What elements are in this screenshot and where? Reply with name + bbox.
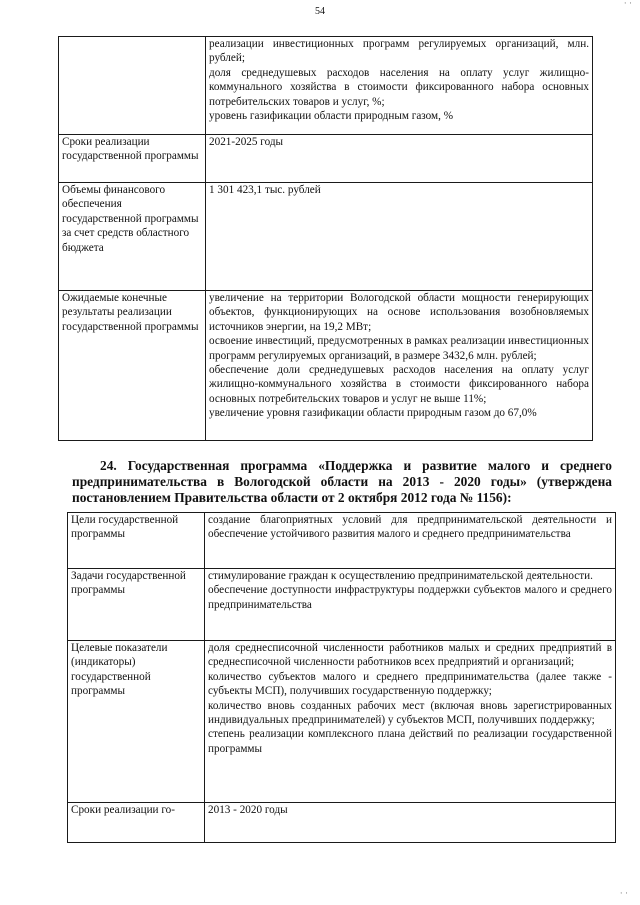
table-row xyxy=(68,569,616,641)
program-approval-note: (утверждена постановлением Правительства области от 2 октября 2012 года № 1156): xyxy=(72,474,612,506)
value-line: реализации инвестиционных программ регулируемых организаций, млн. рублей; xyxy=(209,38,589,65)
row-value xyxy=(205,513,616,569)
table-row xyxy=(59,135,593,183)
value-line: освоение инвестиций, предусмотренных в рамках реализации инвестиционных программ регулируемых организаций, в размере 3432,6 млн. рублей; xyxy=(209,335,589,362)
value-line: уровень газификации области природным газом, % xyxy=(209,110,454,123)
row-label: Задачи государственной программы xyxy=(68,569,205,641)
row-value xyxy=(206,135,593,183)
table-row xyxy=(68,803,616,843)
table-row xyxy=(59,291,593,441)
section-heading xyxy=(72,458,612,507)
scan-corner-mark: · · xyxy=(623,0,632,8)
row-value xyxy=(205,569,616,641)
value-line: 1 301 423,1 тыс. рублей xyxy=(209,184,321,196)
value-line: обеспечение доступности инфраструктуры поддержки субъектов малого и среднего предпринимательства xyxy=(208,584,612,611)
row-label: Объемы финансового обеспечения государственной программы за счет средств областного бюджета xyxy=(59,183,206,291)
value-line: увеличение уровня газификации области природным газом до 67,0% xyxy=(209,407,537,420)
program-passport-table xyxy=(67,512,616,843)
table-row xyxy=(59,37,593,135)
value-line: увеличение на территории Вологодской области мощности генерирующих объектов, функционирующих на основе использования возобновляемых источников энергии, на 19,2 МВт; xyxy=(209,292,589,333)
row-label: Целевые показатели (индикаторы) государственной программы xyxy=(68,641,205,803)
table-row xyxy=(68,641,616,803)
page-number: 54 xyxy=(315,6,325,17)
value-line: создание благоприятных условий для предпринимательской деятельности и обеспечение устойчивого развития малого и среднего предпринимательства xyxy=(208,514,612,541)
table-row xyxy=(59,183,593,291)
row-label: Сроки реализации государственной программы xyxy=(59,135,206,183)
value-line: количество вновь созданных рабочих мест (включая вновь зарегистрированных индивидуальных предпринимателей) у субъектов МСП, получивших поддержку; xyxy=(208,699,612,727)
value-line: степень реализации комплексного плана действий по реализации государственной программы xyxy=(208,728,612,755)
value-line: стимулирование граждан к осуществлению предпринимательской деятельности. xyxy=(208,570,593,582)
row-value xyxy=(206,291,593,441)
row-label: Сроки реализации го- xyxy=(68,803,205,843)
row-value xyxy=(205,803,616,843)
value-line: 2013 - 2020 годы xyxy=(208,804,288,816)
value-line: доля среднесписочной численности работников малых и средних предприятий в среднесписочной численности работников всех предприятий и организаций; xyxy=(208,642,612,669)
value-line: количество субъектов малого и среднего предпринимательства (далее также - субъекты МСП), получивших государственную поддержку; xyxy=(208,670,612,698)
row-value xyxy=(206,183,593,291)
row-label: Цели государственной программы xyxy=(68,513,205,569)
value-line: 2021-2025 годы xyxy=(209,136,284,148)
value-line: обеспечение доли среднедушевых расходов населения на оплату услуг жилищно-коммунального хозяйства в стоимости фиксированного набора основных потребительских товаров и услуг не выше 11%; xyxy=(209,364,589,405)
program-passport-table-continued xyxy=(58,36,593,441)
program-title: 24. Государственная программа «Поддержка и развитие малого и среднего предпринимательства в Вологодской области на 2013 - 2020 годы» xyxy=(72,458,612,490)
row-label xyxy=(59,37,206,135)
value-line: доля среднедушевых расходов населения на оплату услуг жилищно-коммунального хозяйства в стоимости фиксированного набора основных потребительских товаров и услуг, %; xyxy=(209,66,589,108)
row-label: Ожидаемые конечные результаты реализации государственной программы xyxy=(59,291,206,441)
row-value xyxy=(206,37,593,135)
scan-corner-mark: · · xyxy=(619,888,628,898)
row-value xyxy=(205,641,616,803)
table-row xyxy=(68,513,616,569)
